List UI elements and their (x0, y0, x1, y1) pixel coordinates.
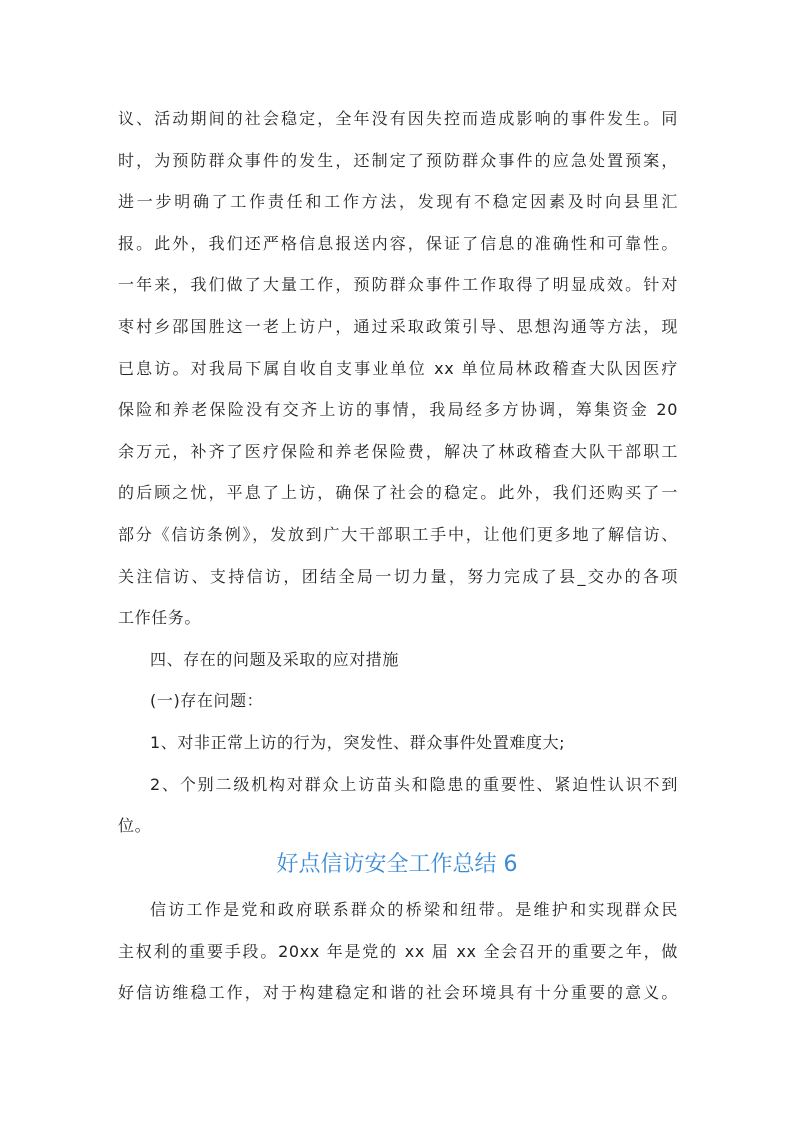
paragraph-line: 议、活动期间的社会稳定，全年没有因失控而造成影响的事件发生。同 (118, 109, 678, 128)
paragraph-line: 的后顾之忧，平息了上访，确保了社会的稳定。此外，我们还购买了一 (118, 483, 678, 503)
paragraph-line: 工作任务。 (118, 608, 202, 628)
list-item-line: 1、对非正常上访的行为，突发性、群众事件处置难度大; (150, 732, 566, 752)
paragraph-line: 报。此外，我们还严格信息报送内容，保证了信息的准确性和可靠性。 (118, 233, 678, 253)
paragraph-line: 保险和养老保险没有交齐上访的事情，我局经多方协调，筹集资金 20 (118, 400, 678, 420)
paragraph-line: 余万元，补齐了医疗保险和养老保险费，解决了林政稽查大队干部职工 (118, 441, 678, 461)
list-item-line: 2、个别二级机构对群众上访苗头和隐患的重要性、紧迫性认识不到 (150, 774, 678, 794)
subsection-heading-line: (一)存在问题： (150, 691, 264, 711)
document-heading: 好点信访安全工作总结 6 (276, 852, 518, 877)
paragraph-line: 位。 (118, 816, 152, 836)
paragraph-line: 主权利的重要手段。20xx 年是党的 xx 届 xx 全会召开的重要之年，做 (118, 941, 678, 961)
paragraph-line: 一年来，我们做了大量工作，预防群众事件工作取得了明显成效。针对 (118, 275, 678, 295)
paragraph-line: 部分《信访条例》，发放到广大干部职工手中，让他们更多地了解信访、 (118, 524, 678, 544)
paragraph-line: 进一步明确了工作责任和工作方法，发现有不稳定因素及时向县里汇 (118, 192, 678, 212)
paragraph-line: 枣村乡邵国胜这一老上访户，通过采取政策引导、思想沟通等方法，现 (118, 316, 678, 336)
paragraph-line: 信访工作是党和政府联系群众的桥梁和纽带。是维护和实现群众民 (150, 900, 678, 919)
paragraph-line: 关注信访、支持信访，团结全局一切力量，努力完成了县_交办的各项 (118, 566, 678, 586)
body-text-section-b (118, 889, 678, 1014)
paragraph-line: 时，为预防群众事件的发生，还制定了预防群众事件的应急处置预案， (118, 150, 678, 170)
section-heading-line: 四、存在的问题及采取的应对措施 (150, 649, 400, 669)
paragraph-line: 已息访。对我局下属自收自支事业单位 xx 单位局林政稽查大队因医疗 (118, 358, 678, 378)
body-text-section-a (118, 98, 678, 847)
paragraph-line: 好信访维稳工作，对于构建稳定和谐的社会环境具有十分重要的意义。 (118, 983, 678, 1003)
